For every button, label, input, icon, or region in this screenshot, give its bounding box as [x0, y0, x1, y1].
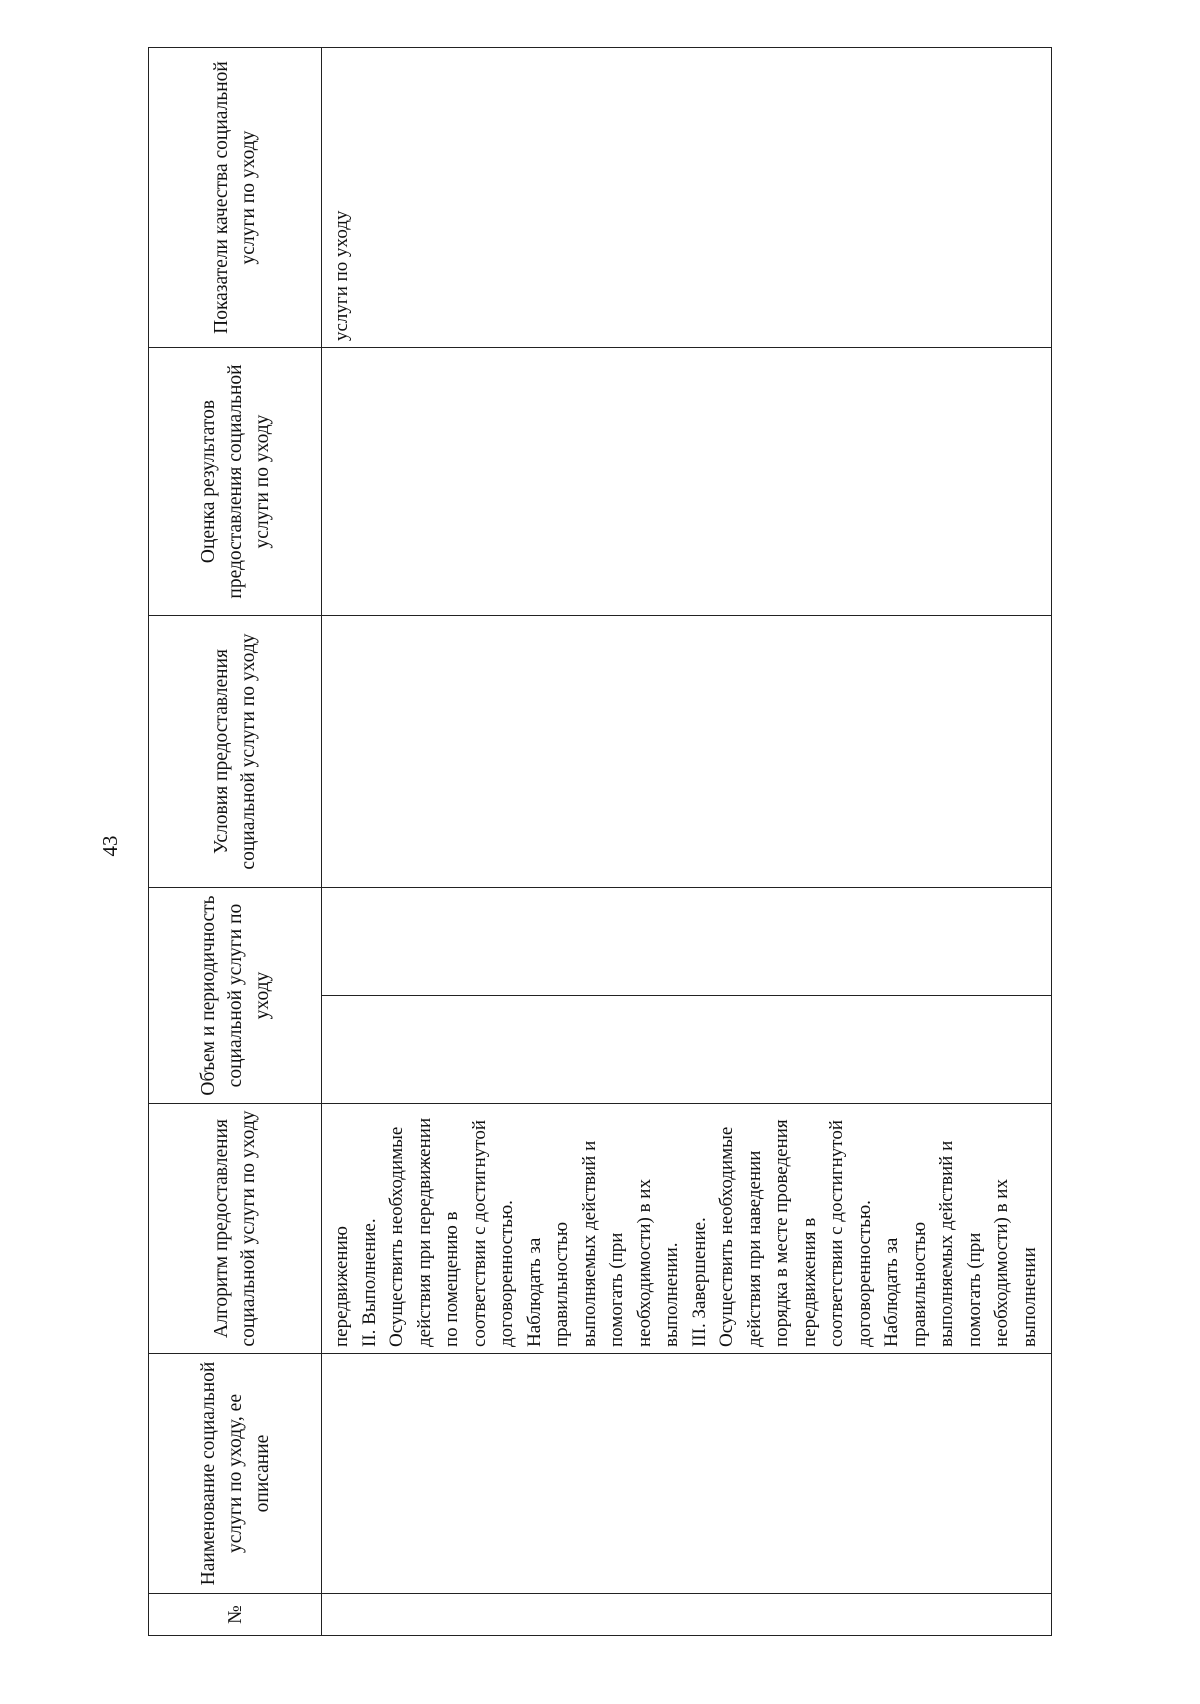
- algorithm-line: правильностью: [908, 1221, 930, 1347]
- algorithm-line: правильностью: [551, 1221, 572, 1347]
- cell-service-name: [322, 1354, 1052, 1594]
- algorithm-line: действия при наведении: [743, 1150, 765, 1347]
- cell-algorithm: [322, 1104, 1052, 1354]
- table-row: [322, 48, 1052, 1636]
- header-assessment: Оценка результатов предоставления социальной услуги по уходу: [149, 348, 322, 616]
- algorithm-line: выполняемых действий и: [936, 1140, 957, 1347]
- algorithm-line: порядка в месте проведения: [771, 1119, 792, 1347]
- algorithm-line: Наблюдать за: [523, 1237, 545, 1347]
- cell-assessment: [322, 348, 1052, 616]
- algorithm-line: выполняемых действий и: [578, 1140, 600, 1347]
- header-service-name: Наименование социальной услуги по уходу, ее описание: [149, 1354, 322, 1594]
- cell-volume: [322, 888, 1052, 1104]
- algorithm-line: Осуществить необходимые: [716, 1126, 737, 1347]
- social-service-table: [148, 47, 1052, 1636]
- algorithm-line: по помещению в: [441, 1211, 462, 1347]
- algorithm-line: передвижения в: [798, 1217, 820, 1347]
- algorithm-line: выполнении: [1018, 1247, 1040, 1347]
- header-number: №: [149, 1594, 322, 1636]
- algorithm-line: помогать (при: [606, 1232, 627, 1347]
- algorithm-line: соответствии с достигнутой: [468, 1119, 490, 1347]
- volume-subcell: [322, 996, 1051, 1103]
- rotated-table-sheet: [148, 48, 1052, 1636]
- page-number: 43: [98, 835, 122, 857]
- header-conditions: Условия предоставления социальной услуги по уходу: [149, 616, 322, 888]
- algorithm-line: договоренностью.: [853, 1200, 875, 1347]
- algorithm-line: договоренностью.: [496, 1200, 517, 1347]
- algorithm-line: выполнении.: [661, 1242, 682, 1347]
- algorithm-line: Осуществить необходимые: [386, 1126, 407, 1347]
- header-algorithm: Алгоритм предоставления социальной услуги по уходу: [149, 1104, 322, 1354]
- algorithm-line: помогать (при: [963, 1232, 985, 1347]
- cell-conditions: [322, 616, 1052, 888]
- volume-subcolumns: [322, 888, 1039, 1103]
- cell-quality: услуги по уходу: [322, 48, 1052, 348]
- algorithm-line: соответствии с достигнутой: [826, 1119, 847, 1347]
- algorithm-line: действия при передвижении: [413, 1117, 435, 1347]
- algorithm-line: Наблюдать за: [881, 1237, 902, 1347]
- algorithm-line: III. Завершение.: [688, 1217, 710, 1347]
- cell-number: [322, 1594, 1052, 1636]
- volume-subcell: [322, 888, 1051, 996]
- header-row: [149, 48, 322, 1636]
- header-volume: Объем и периодичность социальной услуги по уходу: [149, 888, 322, 1104]
- algorithm-line: необходимости) в их: [633, 1179, 655, 1347]
- algorithm-line: передвижению: [331, 1226, 352, 1347]
- header-quality: Показатели качества социальной услуги по уходу: [149, 48, 322, 348]
- algorithm-line: необходимости) в их: [991, 1179, 1012, 1347]
- algorithm-line: II. Выполнение.: [358, 1218, 380, 1347]
